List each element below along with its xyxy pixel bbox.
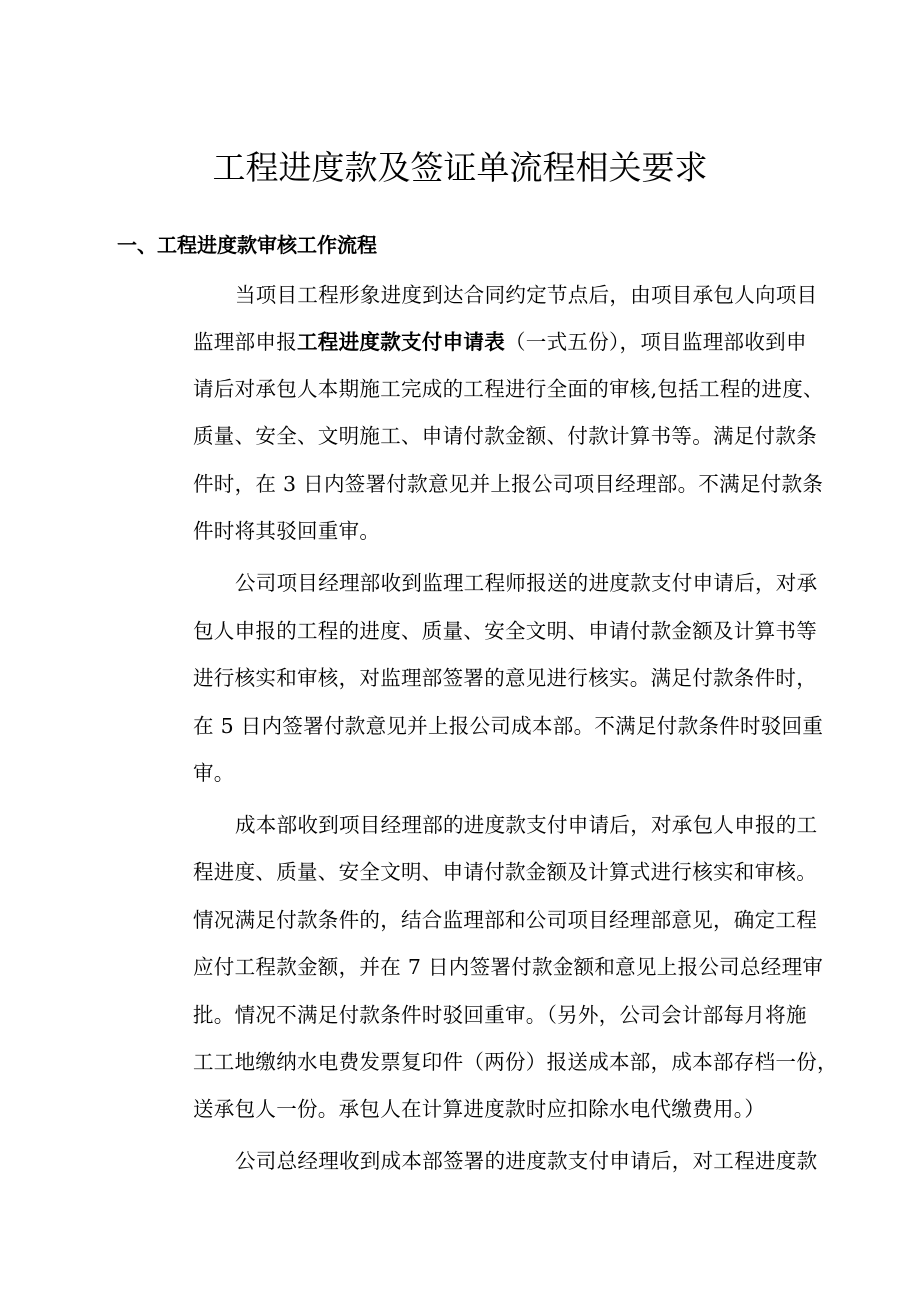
section-heading: 一、工程进度款审核工作流程	[117, 233, 377, 257]
paragraph-line: 批。情况不满足付款条件时驳回重审。（另外，公司会计部每月将施	[193, 1003, 807, 1027]
paragraph-line-mixed	[193, 327, 853, 357]
paragraph-line: 在 5 日内签署付款意见并上报公司成本部。不满足付款条件时驳回重	[193, 714, 824, 738]
paragraph-line: 程进度、质量、安全文明、申请付款金额及计算式进行核实和审核。	[193, 860, 817, 884]
paragraph-line: 公司项目经理部收到监理工程师报送的进度款支付申请后，对承	[235, 571, 818, 595]
paragraph-line: 审。	[193, 761, 235, 785]
paragraph-line: 件时，在 3 日内签署付款意见并上报公司项目经理部。不满足付款条	[193, 472, 824, 496]
paragraph-line: 成本部收到项目经理部的进度款支付申请后，对承包人申报的工	[235, 813, 818, 837]
paragraph-line: 件时将其驳回重审。	[193, 519, 381, 543]
paragraph-line: 情况满足付款条件的，结合监理部和公司项目经理部意见，确定工程	[193, 908, 817, 932]
paragraph-line: 公司总经理收到成本部签署的进度款支付申请后，对工程进度款	[235, 1149, 818, 1173]
text-run: （一式五份），项目监理部收到申	[505, 330, 807, 354]
document-title: 工程进度款及签证单流程相关要求	[212, 148, 708, 187]
paragraph-line: 包人申报的工程的进度、质量、安全文明、申请付款金额及计算书等	[193, 619, 817, 643]
paragraph-line: 质量、安全、文明施工、申请付款金额、付款计算书等。满足付款条	[193, 424, 817, 448]
paragraph-line: 送承包人一份。承包人在计算进度款时应扣除水电代缴费用。）	[193, 1097, 766, 1121]
text-run: 监理部申报	[193, 330, 297, 354]
paragraph-line: 进行核实和审核，对监理部签署的意见进行核实。满足付款条件时，	[193, 666, 817, 690]
bold-form-name: 工程进度款支付申请表	[297, 330, 505, 354]
paragraph-line: 工工地缴纳水电费发票复印件（两份）报送成本部，成本部存档一份，	[193, 1050, 838, 1074]
paragraph-line: 请后对承包人本期施工完成的工程进行全面的审核,包括工程的进度、	[193, 377, 824, 401]
paragraph-line: 当项目工程形象进度到达合同约定节点后，由项目承包人向项目	[235, 283, 818, 307]
paragraph-line: 应付工程款金额，并在 7 日内签署付款金额和意见上报公司总经理审	[193, 955, 824, 979]
